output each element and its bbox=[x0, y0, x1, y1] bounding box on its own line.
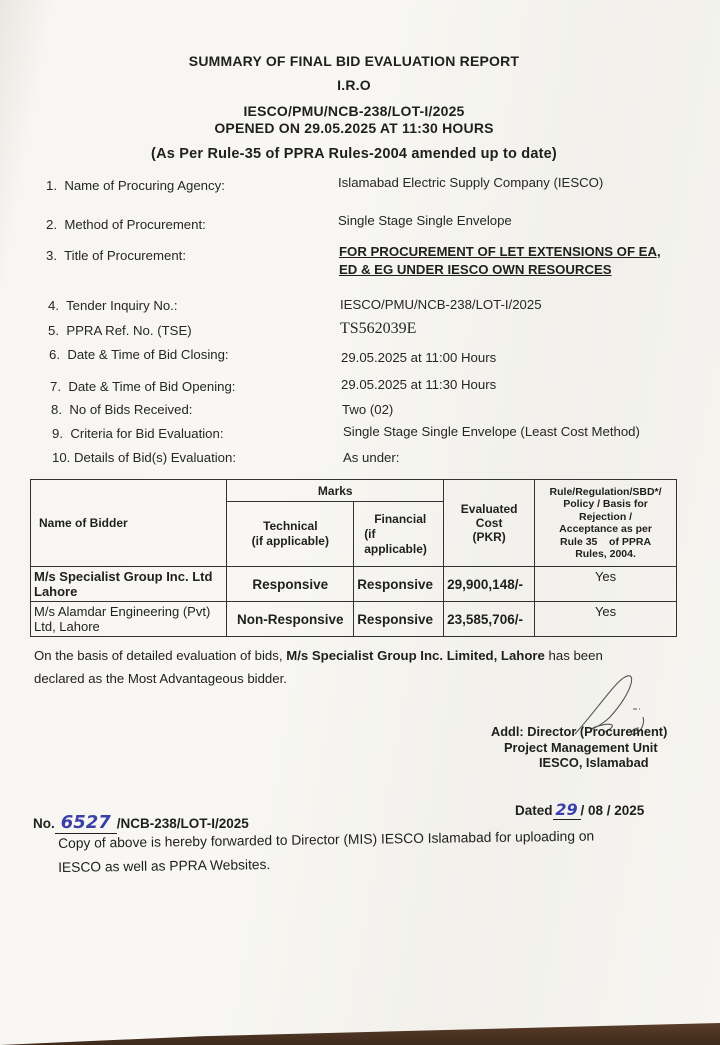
conclusion-line2: declared as the Most Advantageous bidder. bbox=[34, 671, 287, 686]
detail-5-label: 5. PPRA Ref. No. (TSE) bbox=[48, 323, 192, 338]
conclusion-text: On the basis of detailed evaluation of bids, M/s Specialist Group Inc. Limited, Lahore has been bbox=[34, 648, 603, 663]
detail-3-label: 3. Title of Procurement: bbox=[46, 248, 187, 263]
detail-10-label: 10. Details of Bid(s) Evaluation: bbox=[52, 450, 237, 465]
header-technical: Technical (if applicable) bbox=[227, 502, 354, 567]
report-opened: OPENED ON 29.05.2025 AT 11:30 HOURS bbox=[214, 120, 494, 136]
report-reference: IESCO/PMU/NCB-238/LOT-I/2025 bbox=[243, 103, 465, 119]
signatory-office: IESCO, Islamabad bbox=[539, 755, 649, 770]
detail-1-value: Islamabad Electric Supply Company (IESCO) bbox=[338, 175, 604, 190]
winning-bidder: M/s Specialist Group Inc. Limited, Lahore bbox=[286, 648, 545, 663]
report-rule-note: (As Per Rule-35 of PPRA Rules-2004 amended up to date) bbox=[151, 146, 557, 162]
detail-2-value: Single Stage Single Envelope bbox=[338, 213, 512, 228]
financial-status: Responsive bbox=[354, 602, 444, 637]
detail-6-value: 29.05.2025 at 11:00 Hours bbox=[341, 350, 497, 365]
detail-8-value: Two (02) bbox=[342, 402, 394, 417]
header-marks: Marks bbox=[227, 480, 444, 502]
copy-line2: IESCO as well as PPRA Websites. bbox=[58, 857, 271, 875]
detail-1-label: 1. Name of Procuring Agency: bbox=[46, 178, 225, 193]
detail-5-value: TS562039E bbox=[340, 320, 417, 337]
handwritten-day: 29 bbox=[555, 800, 578, 819]
detail-10-value: As under: bbox=[343, 450, 400, 465]
rule-basis: Yes bbox=[535, 567, 677, 602]
detail-9-value: Single Stage Single Envelope (Least Cost Method) bbox=[343, 424, 640, 439]
bid-evaluation-table bbox=[30, 479, 677, 637]
report-title: SUMMARY OF FINAL BID EVALUATION REPORT bbox=[188, 53, 520, 69]
technical-status: Non-Responsive bbox=[227, 602, 354, 637]
detail-3-value-line1: FOR PROCUREMENT OF LET EXTENSIONS OF EA, bbox=[339, 244, 661, 259]
header-rule-basis: Rule/Regulation/SBD*/ Policy / Basis for Rejection / Acceptance as per Rule 35 of PPRA Rules, 2004. bbox=[535, 480, 677, 567]
detail-9-label: 9. Criteria for Bid Evaluation: bbox=[52, 426, 224, 441]
detail-2-label: 2. Method of Procurement: bbox=[46, 217, 206, 232]
report-iro: I.R.O bbox=[337, 77, 371, 93]
evaluated-cost: 29,900,148/- bbox=[444, 567, 535, 602]
handwritten-number: 6527 bbox=[60, 812, 111, 833]
table-row bbox=[31, 567, 677, 602]
bidder-name: M/s Alamdar Engineering (Pvt) Ltd, Lahore bbox=[31, 602, 227, 637]
table-row bbox=[31, 602, 677, 637]
financial-status: Responsive bbox=[354, 567, 444, 602]
detail-7-value: 29.05.2025 at 11:30 Hours bbox=[341, 377, 497, 392]
evaluated-cost: 23,585,706/- bbox=[444, 602, 535, 637]
letter-date: Dated 29 / 08 / 2025 bbox=[515, 800, 645, 819]
technical-status: Responsive bbox=[227, 567, 354, 602]
copy-line1: Copy of above is hereby forwarded to Director (MIS) IESCO Islamabad for uploading on bbox=[58, 828, 595, 851]
signatory-title: Addl: Director (Procurement) bbox=[491, 724, 668, 739]
letter-number: No. 6527 /NCB-238/LOT-I/2025 bbox=[33, 812, 249, 833]
detail-7-label: 7. Date & Time of Bid Opening: bbox=[50, 379, 236, 394]
signatory-unit: Project Management Unit bbox=[504, 740, 658, 755]
header-financial: Financial (if applicable) bbox=[354, 502, 444, 567]
rule-basis: Yes bbox=[535, 602, 677, 637]
detail-8-label: 8. No of Bids Received: bbox=[51, 402, 193, 417]
header-name-of-bidder: Name of Bidder bbox=[31, 480, 227, 567]
detail-4-label: 4. Tender Inquiry No.: bbox=[48, 298, 178, 313]
bidder-name: M/s Specialist Group Inc. Ltd Lahore bbox=[31, 567, 227, 602]
header-evaluated-cost: Evaluated Cost (PKR) bbox=[444, 480, 535, 567]
desk-surface bbox=[0, 1023, 720, 1045]
detail-4-value: IESCO/PMU/NCB-238/LOT-I/2025 bbox=[340, 297, 542, 312]
detail-3-value-line2: ED & EG UNDER IESCO OWN RESOURCES bbox=[339, 262, 612, 277]
detail-6-label: 6. Date & Time of Bid Closing: bbox=[49, 347, 229, 362]
